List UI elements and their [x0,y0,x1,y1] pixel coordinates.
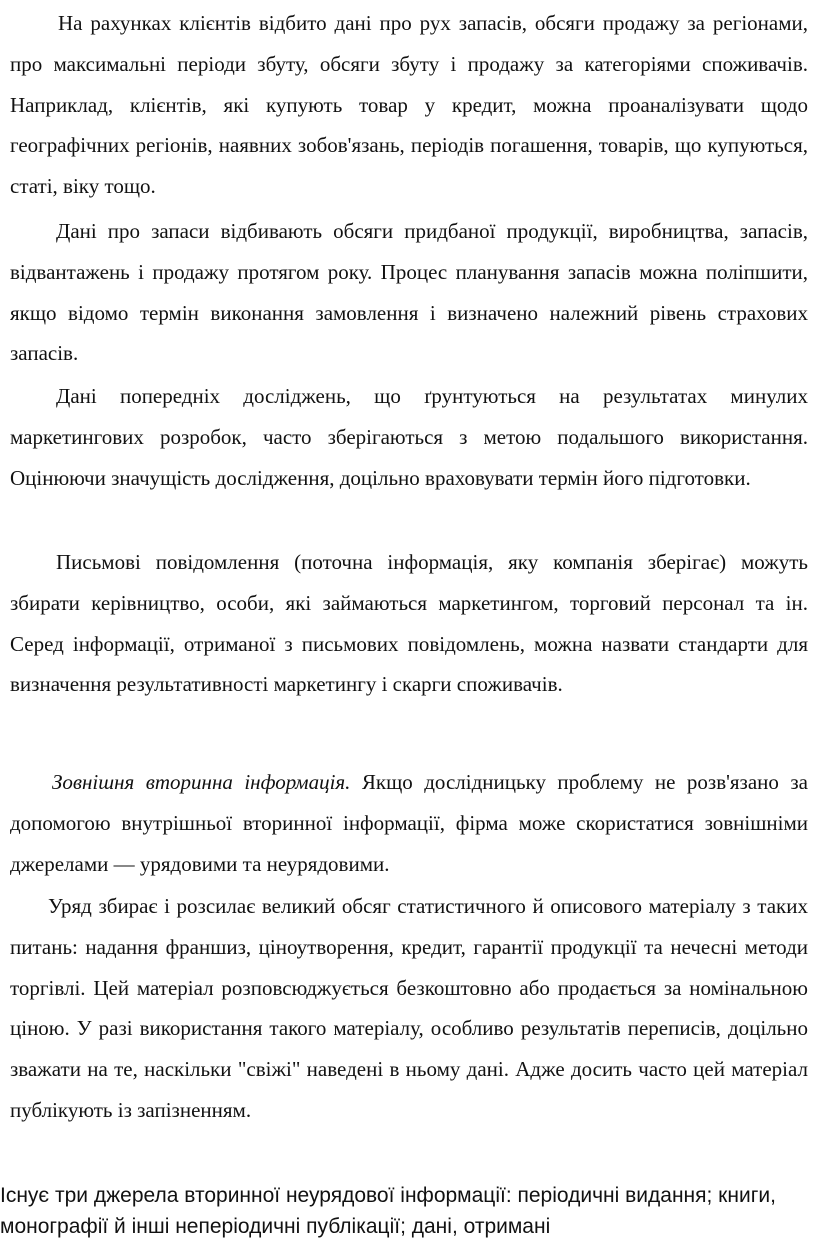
paragraph-previous-research: Дані попередніх досліджень, що ґрунтуються на результатах минулих маркетингових розробок, часто зберігаються з метою подальшого використання. Оцінюючи значущість дослідження, доцільно враховувати термін його підготовки. [10,384,808,490]
paragraph-client-accounts: На рахунках клієнтів відбито дані про рух запасів, обсяги продажу за регіонами, про максимальні періоди збуту, обсяги збуту і продажу за категоріями споживачів. Наприклад, клієнтів, які купують товар у кредит, можна проаналізувати щодо географічних регіонів, наявних зобов'язань, періодів погашення, товарів, що купуються, статі, віку тощо. [10,11,808,199]
paragraph-written-reports: Письмові повідомлення (поточна інформація, яку компанія зберігає) можуть збирати керівництво, особи, які займаються маркетингом, торговий персонал та ін. Серед інформації, отриманої з письмових повідомлень, можна назвати стандарти для визначення результативності маркетингу і скарги споживачів. [10,550,808,697]
paragraph-government-materials: Уряд збирає і розсилає великий обсяг статистичного й описового матеріалу з таких питань: надання франшиз, ціноутворення, кредит, гарантії продукції та нечесні методи торгівлі. Цей матеріал розповсюджується безкоштовно або продається за номінальною ціною. У разі використання такого матеріалу, особливо результатів переписів, доцільно зважати на те, наскільки "свіжі" наведені в ньому дані. Адже досить часто цей матеріал публікують із запізненням. [10,894,808,1122]
external-info-heading: Зовнішня вторинна інформація. [52,770,351,794]
external-info-body: Якщо дослідницьку проблему не розв'язано за допомогою внутрішньої вторинної інформації, фірма може скористатися зовнішніми джерелами — урядовими та неурядовими. [10,770,808,876]
paragraph-inventory-data: Дані про запаси відбивають обсяги придбаної продукції, виробництва, запасів, відвантажень і продажу протягом року. Процес планування запасів можна поліпшити, якщо відомо термін виконання замовлення і визначено належний рівень страхових запасів. [10,219,808,366]
paragraph-external-secondary-info [10,762,808,884]
paragraph-nongovernment-sources: Існує три джерела вторинної неурядової інформації: періодичні видання; книги, монографії й інші неперіодичні публікації; дані, отримані [0,1184,776,1238]
